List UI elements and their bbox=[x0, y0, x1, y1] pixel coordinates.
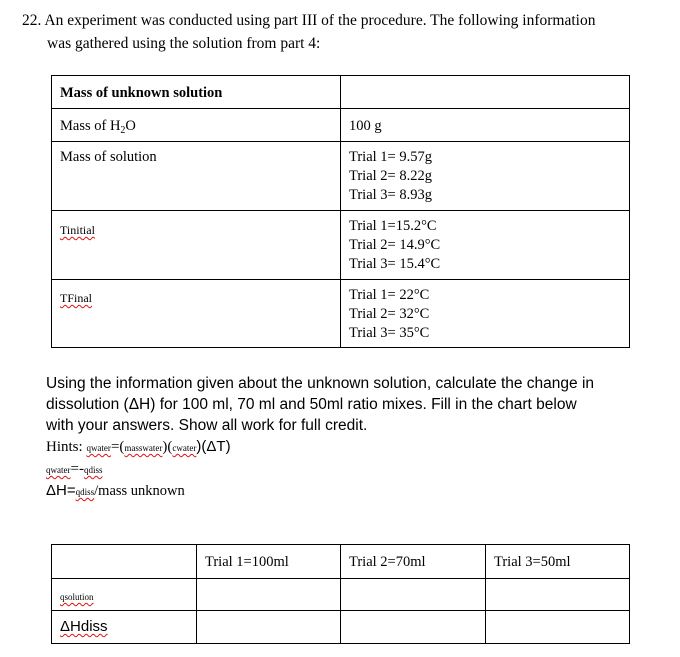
table-value-cell bbox=[341, 211, 630, 280]
table-row bbox=[52, 579, 630, 611]
t-initial-values bbox=[341, 211, 629, 274]
table-header-cell bbox=[341, 545, 486, 579]
trial-value: Trial 2= 32°C bbox=[349, 306, 430, 322]
table-empty-cell bbox=[52, 545, 197, 579]
table-empty-cell bbox=[341, 76, 630, 109]
trial-value: Trial 1= 22°C bbox=[349, 287, 430, 303]
trial-value: Trial 3= 15.4°C bbox=[349, 256, 441, 272]
table-row bbox=[52, 142, 630, 211]
mass-unknown-header: Mass of unknown solution bbox=[60, 85, 223, 101]
delta-h-diss-label: ΔHdiss bbox=[60, 618, 108, 635]
table-header-cell bbox=[486, 545, 630, 579]
answer-cell[interactable] bbox=[341, 611, 486, 644]
table-label-cell bbox=[52, 611, 197, 644]
q-solution-label: qsolution bbox=[60, 592, 94, 602]
trial-value: Trial 2= 14.9°C bbox=[349, 237, 441, 253]
table-label-cell bbox=[52, 109, 341, 142]
question-line-2: was gathered using the solution from part 4: bbox=[47, 35, 321, 52]
answer-cell[interactable] bbox=[341, 579, 486, 611]
given-data-table bbox=[51, 75, 630, 348]
t-initial-label: Tinitial bbox=[60, 223, 95, 237]
table-row bbox=[52, 76, 630, 109]
answer-table bbox=[51, 544, 630, 644]
t-final-values bbox=[341, 280, 629, 343]
instructions-line-2: dissolution (ΔH) for 100 ml, 70 ml and 50ml ratio mixes. Fill in the chart below bbox=[46, 396, 577, 413]
trial-value: Trial 3= 8.93g bbox=[349, 187, 432, 203]
mass-solution-label: Mass of solution bbox=[60, 149, 157, 165]
trial-3-header: Trial 3=50ml bbox=[494, 554, 571, 570]
table-value-cell bbox=[341, 142, 630, 211]
hints-line-2: qwater=-qdiss bbox=[46, 461, 103, 477]
table-label-cell bbox=[52, 211, 341, 280]
trial-value: Trial 1= 9.57g bbox=[349, 149, 432, 165]
trial-value: Trial 2= 8.22g bbox=[349, 168, 432, 184]
instructions-line-3: with your answers. Show all work for full credit. bbox=[46, 417, 368, 434]
table-header-cell bbox=[197, 545, 341, 579]
table-row bbox=[52, 109, 630, 142]
instructions-line-1: Using the information given about the unknown solution, calculate the change in bbox=[46, 375, 595, 392]
table-row bbox=[52, 280, 630, 348]
t-final-label: TFinal bbox=[60, 291, 92, 305]
answer-cell[interactable] bbox=[197, 579, 341, 611]
answer-cell[interactable] bbox=[486, 579, 630, 611]
mass-water-value: 100 g bbox=[349, 118, 382, 134]
answer-cell[interactable] bbox=[486, 611, 630, 644]
table-header-cell bbox=[52, 76, 341, 109]
answer-cell[interactable] bbox=[197, 611, 341, 644]
table-label-cell bbox=[52, 579, 197, 611]
trial-value: Trial 1=15.2°C bbox=[349, 218, 437, 234]
hints-line-1: Hints: qwater=(masswater)(cwater)(ΔT) bbox=[46, 438, 231, 455]
trial-2-header: Trial 2=70ml bbox=[349, 554, 426, 570]
table-row bbox=[52, 611, 630, 644]
mass-solution-values bbox=[341, 142, 629, 205]
table-label-cell bbox=[52, 280, 341, 348]
table-value-cell bbox=[341, 280, 630, 348]
table-value-cell bbox=[341, 109, 630, 142]
table-label-cell bbox=[52, 142, 341, 211]
mass-water-label: Mass of $H_2O$ bbox=[60, 118, 136, 136]
question-line-1: 22. An experiment was conducted using part III of the procedure. The following information bbox=[22, 12, 596, 29]
trial-value: Trial 3= 35°C bbox=[349, 325, 430, 341]
table-row bbox=[52, 211, 630, 280]
trial-1-header: Trial 1=100ml bbox=[205, 554, 289, 570]
table-row bbox=[52, 545, 630, 579]
hints-line-3: ΔH=qdiss/mass unknown bbox=[46, 482, 185, 499]
